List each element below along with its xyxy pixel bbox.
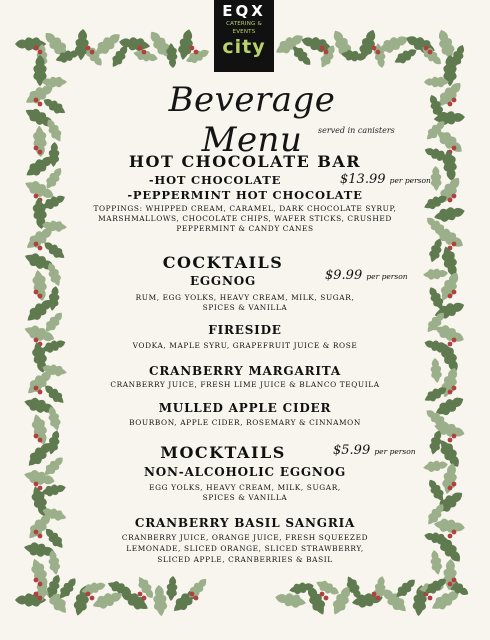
sangria-desc-3: SLICED APPLE, CRANBERRIES & BASIL <box>157 555 333 564</box>
sangria-desc-2: LEMONADE, SLICED ORANGE, SLICED STRAWBERRY, <box>126 544 364 553</box>
berry <box>38 582 43 587</box>
hot-chocolate-heading: HOT CHOCOLATE BAR <box>128 152 362 171</box>
berry <box>90 50 95 55</box>
hot-chocolate-item: -HOT CHOCOLATE <box>148 173 282 187</box>
berry <box>190 46 195 51</box>
toppings-line-2: MARSHMALLOWS, CHOCOLATE CHIPS, WAFER STICKS, CRUSHED <box>98 214 392 223</box>
berry <box>194 50 199 55</box>
peppermint-hot-chocolate-item: -PEPPERMINT HOT CHOCOLATE <box>127 188 363 202</box>
berry <box>142 50 147 55</box>
berry <box>38 596 43 601</box>
berry <box>34 592 39 597</box>
berry <box>376 596 381 601</box>
logo-city: city <box>222 36 266 58</box>
fireside-name: FIRESIDE <box>208 323 282 337</box>
non-alcoholic-eggnog-desc-1: EGG YOLKS, HEAVY CREAM, MILK, SUGAR, <box>149 483 341 492</box>
berry <box>34 98 39 103</box>
berry <box>448 102 453 107</box>
berry <box>138 592 143 597</box>
berry <box>38 50 43 55</box>
cocktails-price: $9.99 per person <box>325 268 408 283</box>
eggnog-desc-1: RUM, EGG YOLKS, HEAVY CREAM, MILK, SUGAR, <box>135 293 355 302</box>
berry <box>452 98 457 103</box>
berry <box>34 242 39 247</box>
cocktails-heading: COCKTAILS <box>162 253 284 272</box>
berry <box>34 146 39 151</box>
mulled-apple-cider-name: MULLED APPLE CIDER <box>158 401 332 415</box>
menu-subtitle: served in canisters <box>318 126 395 135</box>
berry <box>86 46 91 51</box>
berry <box>34 46 39 51</box>
berry <box>372 46 377 51</box>
non-alcoholic-eggnog-name: NON-ALCOHOLIC EGGNOG <box>143 465 346 479</box>
eqx-city-logo <box>214 0 274 72</box>
berry <box>34 434 39 439</box>
berry <box>452 242 457 247</box>
berry <box>452 146 457 151</box>
cranberry-basil-sangria-name: CRANBERRY BASIL SANGRIA <box>134 516 356 530</box>
berry <box>320 46 325 51</box>
berry <box>320 592 325 597</box>
logo-catering: CATERING & EVENTS <box>226 21 262 35</box>
non-alcoholic-eggnog-desc-2: SPICES & VANILLA <box>202 493 288 502</box>
toppings-line-1: TOPPINGS: WHIPPED CREAM, CARAMEL, DARK CHOCOLATE SYRUP, <box>93 204 397 213</box>
mulled-apple-cider-desc: BOURBON, APPLE CIDER, ROSEMARY & CINNAMON <box>129 418 361 427</box>
berry <box>194 596 199 601</box>
berry <box>372 592 377 597</box>
berry <box>38 246 43 251</box>
holly-leaf <box>166 576 179 602</box>
menu-title: Beverage Menu <box>168 80 336 160</box>
mocktails-price: $5.99 per person <box>333 443 416 458</box>
berry <box>38 438 43 443</box>
berry <box>452 578 457 583</box>
eggnog-desc-2: SPICES & VANILLA <box>202 303 288 312</box>
fireside-desc: VODKA, MAPLE SYRU, GRAPEFRUIT JUICE & ROSE <box>132 341 358 350</box>
berry <box>90 596 95 601</box>
mocktails-heading: MOCKTAILS <box>160 443 286 462</box>
berry <box>138 46 143 51</box>
berry <box>324 50 329 55</box>
berry <box>428 596 433 601</box>
logo-eqx: EQX <box>222 2 266 20</box>
holly-leaf <box>274 591 307 610</box>
berry <box>452 434 457 439</box>
berry <box>34 578 39 583</box>
hot-chocolate-price: $13.99 per person <box>340 172 431 187</box>
berry <box>448 582 453 587</box>
berry <box>428 50 433 55</box>
berry <box>190 592 195 597</box>
berry <box>424 46 429 51</box>
berry <box>38 102 43 107</box>
cranberry-margarita-name: CRANBERRY MARGARITA <box>149 364 341 378</box>
berry <box>142 596 147 601</box>
cranberry-margarita-desc: CRANBERRY JUICE, FRESH LIME JUICE & BLANCO TEQUILA <box>110 380 380 389</box>
eggnog-name: EGGNOG <box>189 274 257 288</box>
berry <box>324 596 329 601</box>
berry <box>448 438 453 443</box>
holly-leaf <box>152 584 168 616</box>
berry <box>86 592 91 597</box>
toppings-line-3: PEPPERMINT & CANDY CANES <box>176 224 314 233</box>
sangria-desc-1: CRANBERRY JUICE, ORANGE JUICE, FRESH SQUEEZED <box>121 533 369 542</box>
